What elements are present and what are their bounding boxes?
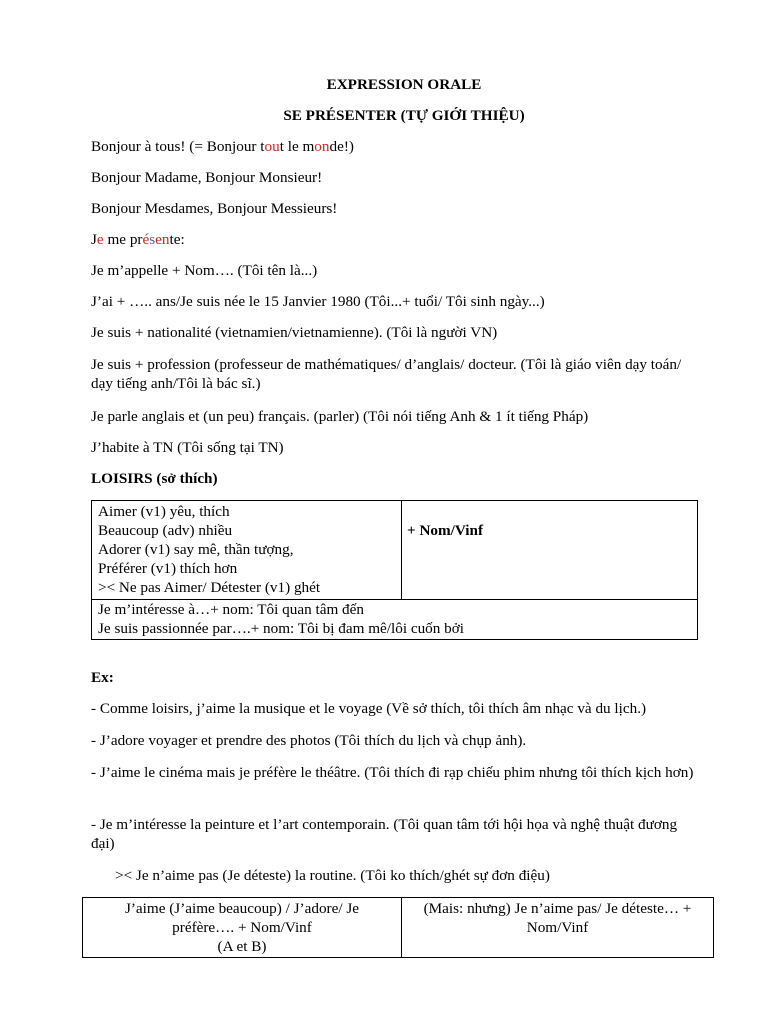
verb-item: Aimer (v1) yêu, thích	[98, 503, 230, 520]
intro-line: Je m’appelle + Nom…. (Tôi tên là...)	[91, 262, 318, 279]
likes-line: J’aime (J’aime beaucoup) / J’adore/ Je	[124, 900, 360, 917]
loisirs-table	[91, 500, 698, 640]
interest-item: Je suis passionnée par….+ nom: Tôi bị đam mê/lôi cuốn bởi	[98, 620, 465, 637]
intro-line: J’habite à TN (Tôi sống tại TN)	[91, 439, 284, 456]
likes-line: (A et B)	[217, 938, 267, 955]
likes-line: préfère…. + Nom/Vinf	[172, 919, 312, 936]
example-line: - Je m’intéresse la peinture et l’art contemporain. (Tôi quan tâm tới hội họa và nghệ thuật đương đại)	[91, 816, 678, 852]
verb-item: >< Ne pas Aimer/ Détester (v1) ghét	[98, 579, 321, 596]
loisirs-heading: LOISIRS (sở thích)	[91, 470, 218, 487]
dislikes-line: (Mais: nhưng) Je n’aime pas/ Je déteste… +	[423, 900, 692, 917]
greeting-line-2: Bonjour Madame, Bonjour Monsieur!	[91, 169, 323, 186]
present-line: Je me présente:	[91, 231, 185, 248]
interest-cell	[92, 600, 698, 640]
verb-item: Préférer (v1) thích hơn	[98, 560, 238, 577]
likes-cell	[83, 898, 402, 958]
example-line: - Comme loisirs, j’aime la musique et le voyage (Về sở thích, tôi thích âm nhạc và du lịch.)	[91, 700, 647, 717]
negation-line: >< Je n’aime pas (Je déteste) la routine. (Tôi ko thích/ghét sự đơn điệu)	[115, 867, 550, 884]
document-subtitle: SE PRÉSENTER (TỰ GIỚI THIỆU)	[283, 107, 525, 124]
verb-item: Adorer (v1) say mê, thần tượng,	[98, 541, 294, 558]
ex-heading: Ex:	[91, 669, 114, 686]
example-line: - J’aime le cinéma mais je préfère le théâtre. (Tôi thích đi rạp chiếu phim nhưng tôi thích kịch hơn)	[91, 764, 694, 781]
example-line: - J’adore voyager et prendre des photos (Tôi thích du lịch và chụp ảnh).	[91, 732, 527, 749]
dislikes-cell	[402, 898, 714, 958]
dislikes-line: Nom/Vinf	[526, 919, 589, 936]
document-title: EXPRESSION ORALE	[326, 76, 482, 93]
preference-table	[82, 897, 714, 958]
verb-item: Beaucoup (adv) nhiều	[98, 522, 233, 539]
intro-line: Je suis + nationalité (vietnamien/vietnamienne). (Tôi là người VN)	[91, 324, 498, 341]
greeting-line-1: Bonjour à tous! (= Bonjour tout le monde!)	[91, 138, 354, 155]
greeting-line-3: Bonjour Mesdames, Bonjour Messieurs!	[91, 200, 338, 217]
intro-line: Je parle anglais et (un peu) français. (parler) (Tôi nói tiếng Anh & 1 ít tiếng Pháp)	[91, 408, 589, 425]
verbs-cell	[92, 501, 402, 600]
intro-line: Je suis + profession (professeur de mathématiques/ d’anglais/ docteur. (Tôi là giáo viên dạy toán/ dạy tiếng anh/Tôi là bác sĩ.)	[91, 356, 682, 392]
intro-line: J’ai + ….. ans/Je suis née le 15 Janvier 1980 (Tôi...+ tuổi/ Tôi sinh ngày...)	[91, 293, 545, 310]
interest-item: Je m’intéresse à…+ nom: Tôi quan tâm đến	[98, 601, 364, 618]
construction-cell: + Nom/Vinf	[402, 501, 698, 600]
